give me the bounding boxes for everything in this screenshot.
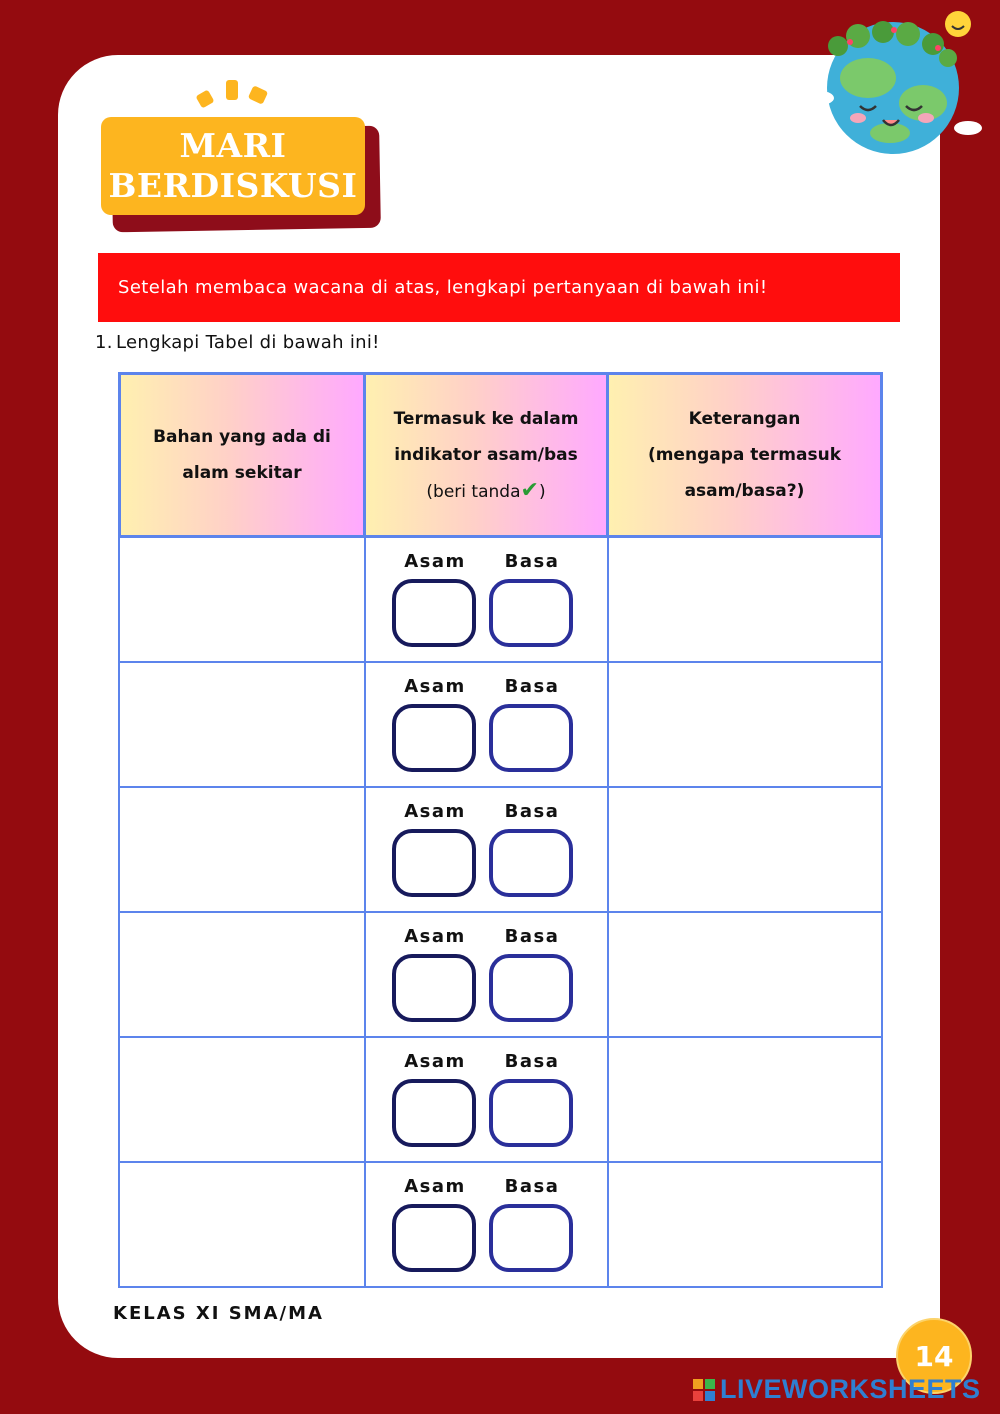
watermark [692, 1374, 981, 1405]
header-indicator [366, 375, 609, 535]
option-base-label: Basa [504, 926, 560, 947]
acid-checkbox[interactable] [392, 579, 476, 647]
base-checkbox[interactable] [489, 1079, 573, 1147]
option-acid-label: Asam [404, 1176, 466, 1197]
option-acid-label: Asam [404, 676, 466, 697]
instruction-bar [98, 253, 900, 322]
table-row [118, 911, 883, 1038]
header-material-label: Bahan yang ada di alam sekitar [153, 427, 331, 483]
class-label: KELAS XI SMA/MA [113, 1303, 324, 1324]
base-checkbox[interactable] [489, 829, 573, 897]
material-cell[interactable] [120, 786, 362, 911]
option-acid-label: Asam [404, 1051, 466, 1072]
header-indicator-line-3-pre: (beri tanda [426, 481, 521, 502]
option-acid-label: Asam [404, 926, 466, 947]
header-indicator-line-3-post: ) [538, 481, 546, 502]
table-row [118, 1161, 883, 1288]
column-divider [364, 1161, 366, 1286]
explanation-cell[interactable] [610, 661, 881, 786]
question-1 [95, 332, 380, 353]
column-divider [607, 911, 609, 1036]
column-divider [607, 661, 609, 786]
option-base-label: Basa [504, 1176, 560, 1197]
table-row [118, 1036, 883, 1163]
instruction-text: Setelah membaca wacana di atas, lengkapi pertanyaan di bawah ini! [118, 277, 768, 298]
base-checkbox[interactable] [489, 704, 573, 772]
title-line-1: MARI [179, 126, 287, 165]
explanation-cell[interactable] [610, 536, 881, 661]
explanation-cell[interactable] [610, 786, 881, 911]
header-explanation [609, 375, 880, 535]
check-mark-icon: ✔ [520, 477, 539, 503]
header-explanation-line-2: (mengapa termasuk [647, 445, 842, 465]
material-cell[interactable] [120, 1161, 362, 1286]
column-divider [364, 786, 366, 911]
explanation-cell[interactable] [610, 911, 881, 1036]
acid-checkbox[interactable] [392, 954, 476, 1022]
acid-checkbox[interactable] [392, 1079, 476, 1147]
title-badge [101, 117, 365, 215]
material-cell[interactable] [120, 536, 362, 661]
header-material [121, 375, 366, 535]
column-divider [607, 536, 609, 661]
header-indicator-line-2: indikator asam/bas [394, 444, 578, 465]
header-explanation-line-3: asam/basa?) [684, 481, 805, 501]
option-acid-label: Asam [404, 801, 466, 822]
column-divider [607, 1161, 609, 1286]
explanation-cell[interactable] [610, 1161, 881, 1286]
base-checkbox[interactable] [489, 579, 573, 647]
explanation-cell[interactable] [610, 1036, 881, 1161]
header-indicator-line-1: Termasuk ke dalam [393, 408, 579, 429]
option-base-label: Basa [504, 676, 560, 697]
material-cell[interactable] [120, 1036, 362, 1161]
acid-checkbox[interactable] [392, 829, 476, 897]
base-checkbox[interactable] [489, 1204, 573, 1272]
table-row [118, 536, 883, 663]
liveworksheets-logo-icon [692, 1378, 716, 1402]
acid-checkbox[interactable] [392, 704, 476, 772]
column-divider [364, 911, 366, 1036]
earth-illustration-icon [798, 8, 988, 158]
base-checkbox[interactable] [489, 954, 573, 1022]
table-row [118, 661, 883, 788]
column-divider [607, 1036, 609, 1161]
header-indicator-line-3 [394, 473, 579, 510]
material-cell[interactable] [120, 911, 362, 1036]
material-cell[interactable] [120, 661, 362, 786]
title-line-2: BERDISKUSI [108, 166, 358, 205]
acid-checkbox[interactable] [392, 1204, 476, 1272]
header-explanation-line-1: Keterangan [688, 409, 801, 429]
column-divider [364, 536, 366, 661]
table-header [118, 372, 883, 538]
question-number: 1. [95, 332, 113, 353]
option-base-label: Basa [504, 801, 560, 822]
page-number: 14 [896, 1318, 972, 1394]
watermark-text: LIVEWORKSHEETS [720, 1374, 981, 1404]
option-base-label: Basa [504, 1051, 560, 1072]
column-divider [364, 1036, 366, 1161]
option-acid-label: Asam [404, 551, 466, 572]
column-divider [364, 661, 366, 786]
question-text: Lengkapi Tabel di bawah ini! [116, 332, 380, 353]
option-base-label: Basa [504, 551, 560, 572]
column-divider [607, 786, 609, 911]
table-row [118, 786, 883, 913]
